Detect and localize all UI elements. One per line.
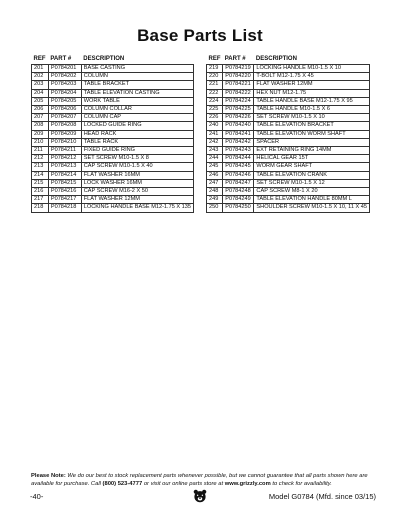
bear-head-icon xyxy=(193,489,207,503)
column-header-description: DESCRIPTION xyxy=(255,56,297,63)
ref-cell: 222 xyxy=(207,89,223,97)
ref-cell: 250 xyxy=(207,204,223,212)
description-cell: TABLE ELEVATION CASTING xyxy=(81,89,193,97)
ref-cell: 206 xyxy=(32,106,49,114)
table-row xyxy=(207,106,370,114)
table-row xyxy=(207,147,370,155)
description-cell: CAP SCREW M10-1.5 X 40 xyxy=(81,163,193,171)
part-number-cell: P0784211 xyxy=(48,147,81,155)
table-row xyxy=(207,122,370,130)
description-cell: TABLE HANDLE BASE M12-1.75 X 95 xyxy=(254,97,370,105)
part-number-cell: P0784240 xyxy=(223,122,254,130)
part-number-cell: P0784216 xyxy=(48,188,81,196)
description-cell: COLUMN CAP xyxy=(81,114,193,122)
ref-cell: 209 xyxy=(32,130,49,138)
ref-cell: 204 xyxy=(32,89,49,97)
description-cell: SPACER xyxy=(254,138,370,146)
part-number-cell: P0784242 xyxy=(223,138,254,146)
ref-cell: 212 xyxy=(32,155,49,163)
description-cell: FLAT WASHER 16MM xyxy=(81,171,193,179)
part-number-cell: P0784246 xyxy=(223,171,254,179)
part-number-cell: P0784217 xyxy=(48,196,81,204)
ref-cell: 211 xyxy=(32,147,49,155)
ref-cell: 202 xyxy=(32,73,49,81)
part-number-cell: P0784221 xyxy=(223,81,254,89)
part-number-cell: P0784224 xyxy=(223,97,254,105)
table-row xyxy=(207,114,370,122)
ref-cell: 246 xyxy=(207,171,223,179)
description-cell: TABLE BRACKET xyxy=(81,81,193,89)
ref-cell: 249 xyxy=(207,196,223,204)
ref-cell: 226 xyxy=(207,114,223,122)
description-cell: LOCKING HANDLE M10-1.5 X 10 xyxy=(254,65,370,73)
column-header-ref: REF xyxy=(208,56,221,63)
column-header-part: PART # xyxy=(50,56,72,63)
table-row xyxy=(207,89,370,97)
table-row xyxy=(207,155,370,163)
table-header-row xyxy=(32,56,194,65)
ref-cell: 213 xyxy=(32,163,49,171)
part-number-cell: P0784248 xyxy=(223,188,254,196)
part-number-cell: P0784202 xyxy=(48,73,81,81)
description-cell: TABLE ELEVATION BRACKET xyxy=(254,122,370,130)
ref-cell: 243 xyxy=(207,147,223,155)
description-cell: T-BOLT M12-1.75 X 45 xyxy=(254,73,370,81)
part-number-cell: P0784226 xyxy=(223,114,254,122)
column-header-part: PART # xyxy=(224,56,246,63)
parts-table-left xyxy=(31,56,194,213)
part-number-cell: P0784244 xyxy=(223,155,254,163)
description-cell: FIXED GUIDE RING xyxy=(81,147,193,155)
part-number-cell: P0784249 xyxy=(223,196,254,204)
table-row xyxy=(207,97,370,105)
table-row xyxy=(32,155,194,163)
description-cell: EXT RETAINING RING 14MM xyxy=(254,147,370,155)
note-text-1: We do our best to stock replacement parts whenever possible, but we cannot guarantee that all parts shown here are available for purchase. Call xyxy=(31,473,368,487)
ref-cell: 248 xyxy=(207,188,223,196)
table-row xyxy=(207,163,370,171)
table-row xyxy=(207,171,370,179)
description-cell: LOCK WASHER 16MM xyxy=(81,179,193,187)
description-cell: HEX NUT M12-1.75 xyxy=(254,89,370,97)
description-cell: COLUMN COLLAR xyxy=(81,106,193,114)
description-cell: SET SCREW M10-1.5 X 12 xyxy=(254,179,370,187)
description-cell: CAP SCREW M16-2 X 50 xyxy=(81,188,193,196)
table-header-row xyxy=(207,56,370,65)
table-row xyxy=(32,179,194,187)
part-number-cell: P0784250 xyxy=(223,204,254,212)
part-number-cell: P0784206 xyxy=(48,106,81,114)
table-row xyxy=(32,204,194,212)
table-row xyxy=(207,179,370,187)
table-row xyxy=(32,163,194,171)
part-number-cell: P0784243 xyxy=(223,147,254,155)
table-row xyxy=(207,81,370,89)
note-text-2: or visit our online parts store at xyxy=(142,481,225,487)
ref-cell: 216 xyxy=(32,188,49,196)
part-number-cell: P0784203 xyxy=(48,81,81,89)
description-cell: CAP SCREW M8-1 X 20 xyxy=(254,188,370,196)
ref-cell: 219 xyxy=(207,65,223,73)
table-row xyxy=(32,81,194,89)
ref-cell: 221 xyxy=(207,81,223,89)
part-number-cell: P0784207 xyxy=(48,114,81,122)
phone-number: (800) 523-4777 xyxy=(102,481,143,487)
table-row xyxy=(207,188,370,196)
description-cell: BASE CASTING xyxy=(81,65,193,73)
table-row xyxy=(32,89,194,97)
table-row xyxy=(207,196,370,204)
table-row xyxy=(207,138,370,146)
ref-cell: 208 xyxy=(32,122,49,130)
description-cell: TABLE RACK xyxy=(81,138,193,146)
ref-cell: 247 xyxy=(207,179,223,187)
table-row xyxy=(32,188,194,196)
ref-cell: 245 xyxy=(207,163,223,171)
part-number-cell: P0784209 xyxy=(48,130,81,138)
table-row xyxy=(32,171,194,179)
table-row xyxy=(32,65,194,73)
part-number-cell: P0784210 xyxy=(48,138,81,146)
ref-cell: 240 xyxy=(207,122,223,130)
part-number-cell: P0784201 xyxy=(48,65,81,73)
ref-cell: 220 xyxy=(207,73,223,81)
part-number-cell: P0784215 xyxy=(48,179,81,187)
part-number-cell: P0784208 xyxy=(48,122,81,130)
description-cell: TABLE ELEVATION HANDLE 80MM L xyxy=(254,196,370,204)
table-row xyxy=(32,73,194,81)
table-row xyxy=(32,138,194,146)
ref-cell: 210 xyxy=(32,138,49,146)
ref-cell: 205 xyxy=(32,97,49,105)
column-header-ref: REF xyxy=(33,56,46,63)
ref-cell: 214 xyxy=(32,171,49,179)
table-row xyxy=(32,97,194,105)
model-info: Model G0784 (Mfd. since 03/15) xyxy=(268,492,376,501)
description-cell: TABLE ELEVATION WORM SHAFT xyxy=(254,130,370,138)
part-number-cell: P0784205 xyxy=(48,97,81,105)
description-cell: TABLE HANDLE M10-1.5 X 6 xyxy=(254,106,370,114)
table-row xyxy=(207,73,370,81)
note-text-3: to check for availability. xyxy=(270,481,332,487)
table-row xyxy=(32,106,194,114)
part-number-cell: P0784219 xyxy=(223,65,254,73)
ref-cell: 207 xyxy=(32,114,49,122)
page-title: Base Parts List xyxy=(137,26,263,45)
part-number-cell: P0784245 xyxy=(223,163,254,171)
column-header-description: DESCRIPTION xyxy=(83,56,125,63)
ref-cell: 242 xyxy=(207,138,223,146)
description-cell: HELICAL GEAR 15T xyxy=(254,155,370,163)
ref-cell: 215 xyxy=(32,179,49,187)
website-link[interactable]: www.grizzly.com xyxy=(224,481,271,487)
ref-cell: 217 xyxy=(32,196,49,204)
table-row xyxy=(207,130,370,138)
description-cell: LOCKING HANDLE BASE M12-1.75 X 135 xyxy=(81,204,193,212)
page-number: -40- xyxy=(30,492,44,501)
part-number-cell: P0784225 xyxy=(223,106,254,114)
table-row xyxy=(207,204,370,212)
part-number-cell: P0784218 xyxy=(48,204,81,212)
table-row xyxy=(32,122,194,130)
description-cell: SHOULDER SCREW M10-1.5 X 10, 11 X 45 xyxy=(254,204,370,212)
description-cell: SET SCREW M10-1.5 X 10 xyxy=(254,114,370,122)
part-number-cell: P0784212 xyxy=(48,155,81,163)
description-cell: WORK TABLE xyxy=(81,97,193,105)
part-number-cell: P0784222 xyxy=(223,89,254,97)
description-cell: TABLE ELEVATION CRANK xyxy=(254,171,370,179)
description-cell: COLUMN xyxy=(81,73,193,81)
table-row xyxy=(32,196,194,204)
part-number-cell: P0784220 xyxy=(223,73,254,81)
ref-cell: 241 xyxy=(207,130,223,138)
part-number-cell: P0784213 xyxy=(48,163,81,171)
parts-table-right xyxy=(206,56,370,213)
table-row xyxy=(32,130,194,138)
ref-cell: 201 xyxy=(32,65,49,73)
description-cell: FLAT WASHER 12MM xyxy=(81,196,193,204)
table-row xyxy=(32,114,194,122)
description-cell: FLAT WASHER 12MM xyxy=(254,81,370,89)
ref-cell: 224 xyxy=(207,97,223,105)
table-row xyxy=(207,65,370,73)
table-row xyxy=(32,147,194,155)
note-label: Please Note: xyxy=(31,473,66,479)
ref-cell: 225 xyxy=(207,106,223,114)
description-cell: WORM GEAR SHAFT xyxy=(254,163,370,171)
description-cell: HEAD RACK xyxy=(81,130,193,138)
ref-cell: 203 xyxy=(32,81,49,89)
ref-cell: 244 xyxy=(207,155,223,163)
availability-note xyxy=(31,472,376,488)
description-cell: LOCKED GUIDE RING xyxy=(81,122,193,130)
part-number-cell: P0784204 xyxy=(48,89,81,97)
part-number-cell: P0784247 xyxy=(223,179,254,187)
description-cell: SET SCREW M10-1.5 X 8 xyxy=(81,155,193,163)
ref-cell: 218 xyxy=(32,204,49,212)
part-number-cell: P0784241 xyxy=(223,130,254,138)
part-number-cell: P0784214 xyxy=(48,171,81,179)
